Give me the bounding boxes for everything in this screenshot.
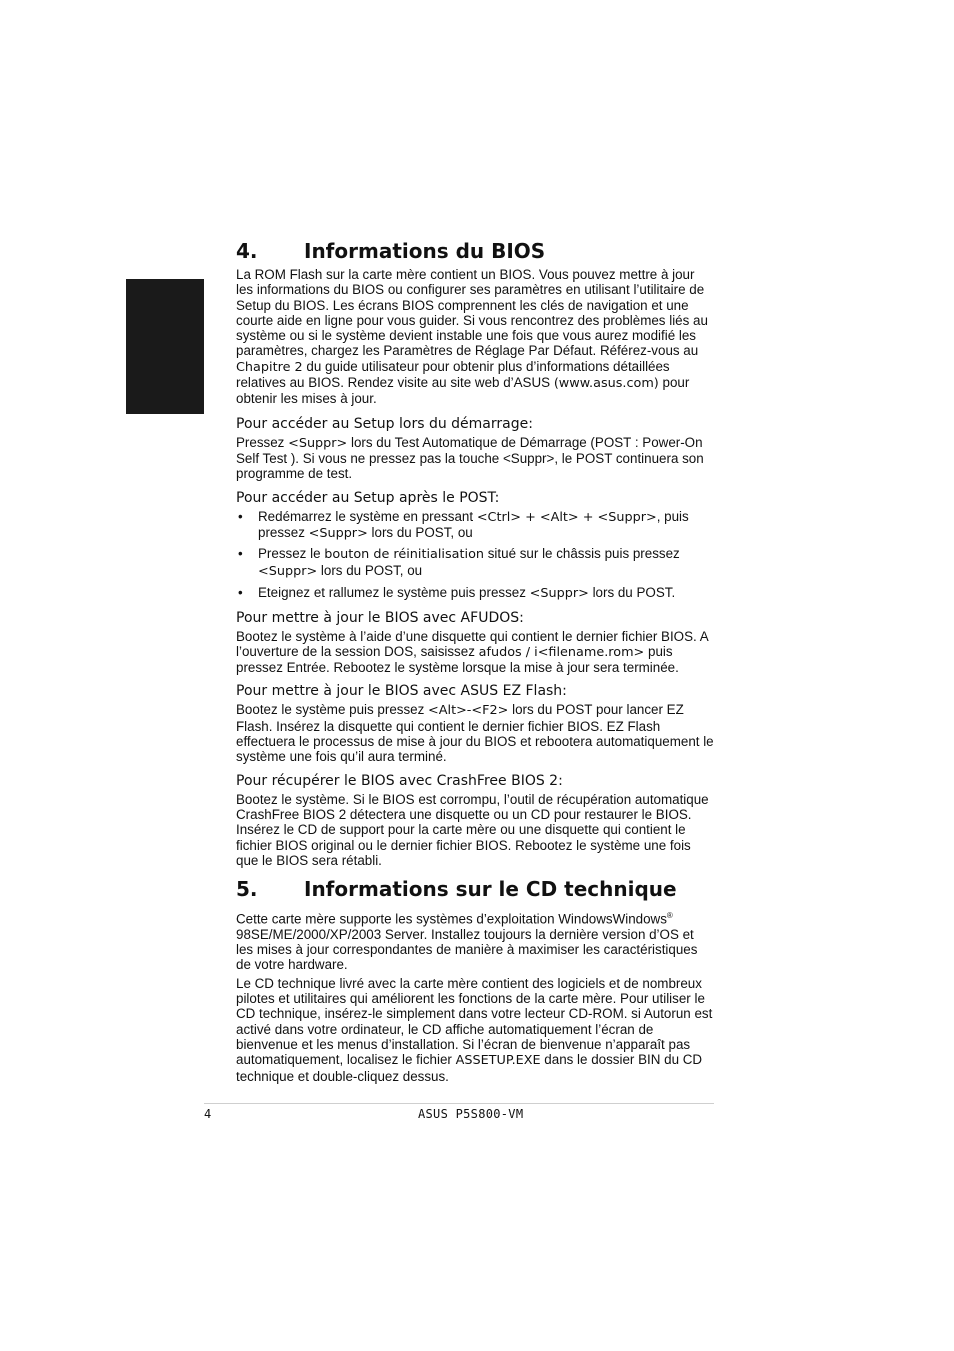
bullet: •: [238, 508, 243, 524]
text-run: 98SE/ME/2000/XP/2003 Server. Installez toujours la dernière version d’OS et les mises à jour correspondantes de manière à maximiser les caractéristiques de votre hardware.: [236, 926, 698, 973]
bullet: •: [238, 584, 243, 600]
bios-intro-paragraph: [236, 267, 714, 407]
boot-setup-paragraph: [236, 435, 714, 482]
key-label: <Ctrl> + <Alt> + <Suppr>: [476, 509, 657, 525]
section-5-heading: [236, 876, 714, 902]
text-run: Bootez le système puis pressez: [236, 702, 429, 718]
text-run: puis pressez Entrée. Rebootez le système lorsque la mise à jour sera terminée.: [236, 643, 679, 676]
text-run: , puis pressez: [258, 508, 689, 541]
post-setup-list: [236, 509, 714, 602]
ezflash-paragraph: [236, 702, 714, 764]
key-label: <Suppr>: [288, 435, 348, 451]
text-run: La ROM Flash sur la carte mère contient un BIOS. Vous pouvez mettre à jour les informations du BIOS ou configurer ses paramètres en utilisant l’utilitaire de Setup du BIOS. Les écrans BIOS comprennent les clés de navigation et une courte aide en ligne pour vous guider. Si vous rencontrez des problèmes liés au système ou si le système devient instable une fois que vous aurez modifié les paramètres, chargez les Paramètres de Réglage Par Défaut. Référez-vous au: [236, 267, 708, 359]
text-run: pour obtenir les mises à jour.: [236, 375, 690, 407]
text-run: Cette carte mère supporte les systèmes d’exploitation WindowsWindows: [236, 911, 667, 927]
text-run: Bootez le système à l’aide d’une disquette qui contient le dernier fichier BIOS. A l’ouverture de la session DOS, saisissez: [236, 628, 708, 659]
afudos-paragraph: [236, 629, 714, 676]
cd-usage-paragraph: [236, 976, 714, 1084]
boot-setup-heading: Pour accéder au Setup lors du démarrage:: [236, 415, 533, 432]
asus-website-link: (www.asus.com): [553, 376, 659, 392]
cd-os-paragraph: [236, 908, 714, 973]
list-item: [236, 546, 714, 580]
ezflash-heading: Pour mettre à jour le BIOS avec ASUS EZ Flash:: [236, 683, 567, 700]
text-run: lors du Test Automatique de Démarrage (POST : Power-On Self Test ). Si vous ne pressez pas la touche <Suppr>, le POST continuera son programme de test.: [236, 434, 704, 482]
text-run: situé sur le châssis puis pressez: [484, 546, 680, 562]
file-name-label: ASSETUP.EXE: [455, 1053, 541, 1069]
list-item: [236, 509, 714, 543]
page-content: [236, 238, 714, 1084]
text-run: lors du POST pour lancer EZ Flash. Insérez la disquette qui contient le dernier fichier BIOS. EZ Flash effectuera le processus de mise à jour du BIOS et rebootera automatiquement le système une fois qu’il aura terminé.: [236, 702, 714, 765]
language-side-tab: [126, 279, 204, 414]
text-run: Pressez le: [258, 546, 325, 562]
text-run: lors du POST.: [588, 584, 676, 600]
footer-divider: [204, 1103, 714, 1104]
post-setup-heading: Pour accéder au Setup après le POST:: [236, 489, 500, 506]
section-number: 4.: [236, 239, 258, 263]
chapter-reference: Chapitre 2: [236, 359, 303, 375]
key-label: <Suppr>: [308, 526, 368, 542]
text-run: Eteignez et rallumez le système puis pressez: [258, 584, 530, 600]
crashfree-heading: Pour récupérer le BIOS avec CrashFree BIOS 2:: [236, 772, 563, 789]
key-label: <Alt>-<F2>: [428, 703, 509, 719]
text-run: dans le dossier BIN du CD technique et double-cliquez dessus.: [236, 1052, 703, 1084]
bullet: •: [238, 546, 243, 562]
text-run: Le CD technique livré avec la carte mère contient des logiciels et de nombreux pilotes et utilitaires qui améliorent les fonctions de la carte mère. Pour utiliser le CD technique, insérez-le simplement dans votre lecteur CD-ROM. si Autorun est activé dans votre ordinateur, le CD affiche automatiquement l’écran de bienvenue et les menus d’installation. Si l’écran de bienvenue n’apparaît pas automatiquement, localisez le fichier: [236, 975, 713, 1068]
text-run: lors du POST, ou: [367, 525, 473, 541]
command-label: afudos / i<filename.rom>: [478, 644, 645, 660]
section-title: Informations sur le CD technique: [304, 877, 677, 902]
text-run: lors du POST, ou: [317, 562, 423, 578]
footer-product-name: ASUS P5S800-VM: [418, 1107, 524, 1121]
text-run: du guide utilisateur pour obtenir plus d’informations détaillées relatives au BIOS. Rendez visite au site web d’ASUS: [236, 358, 670, 391]
text-run: Pressez: [236, 434, 289, 450]
list-item: [236, 585, 714, 602]
section-number: 5.: [236, 877, 258, 902]
key-label: <Suppr>: [258, 563, 318, 579]
key-label: bouton de réinitialisation: [324, 547, 485, 563]
crashfree-paragraph: Bootez le système. Si le BIOS est corrompu, l’outil de récupération automatique CrashFree BIOS 2 détectera une disquette ou un CD pour restaurer le BIOS. Insérez le CD de support pour la carte mère ou une disquette qui contient le fichier BIOS original ou le dernier fichier BIOS. Rebootez le système une fois que le BIOS sera rétabli.: [236, 791, 709, 868]
page-number: 4: [204, 1107, 212, 1121]
section-4-heading: [236, 238, 714, 264]
key-label: <Suppr>: [529, 585, 589, 601]
registered-mark: ®: [666, 911, 673, 921]
text-run: Redémarrez le système en pressant: [258, 508, 477, 524]
section-title: Informations du BIOS: [304, 239, 546, 263]
afudos-heading: Pour mettre à jour le BIOS avec AFUDOS:: [236, 609, 524, 626]
